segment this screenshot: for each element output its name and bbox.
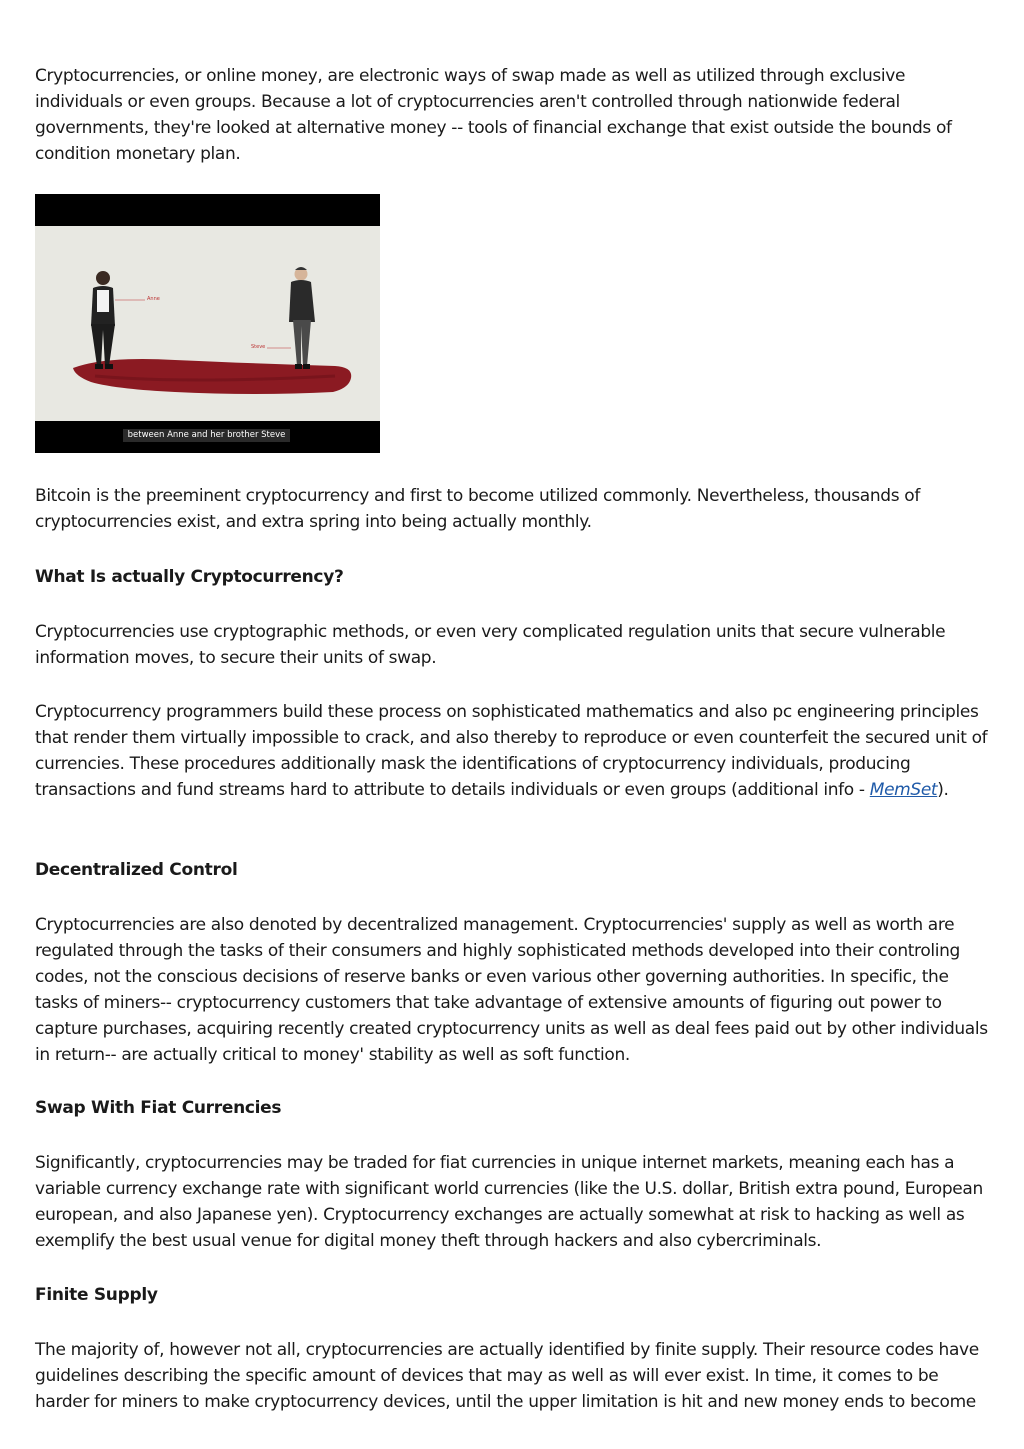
bitcoin-paragraph: Bitcoin is the preeminent cryptocurrency and first to become utilized commonly. Nevertheless, thousands of cryptocurrencies exist, and extra spring into being actually monthly.	[35, 486, 920, 532]
heading-decentralized-control: Decentralized Control	[35, 860, 238, 880]
what-paragraph-1: Cryptocurrencies use cryptographic methods, or even very complicated regulation units that secure vulnerable information moves, to secure their units of swap.	[35, 622, 946, 668]
memset-link[interactable]: MemSet	[869, 780, 938, 800]
video-illustration	[35, 226, 380, 421]
label-steve: Steve	[251, 344, 266, 350]
video-player[interactable]	[35, 194, 380, 453]
video-frame	[35, 226, 380, 440]
swap-paragraph: Significantly, cryptocurrencies may be traded for fiat currencies in unique internet markets, meaning each has a variable currency exchange rate with significant world currencies (like the U.S. dollar, British extra pound, European european, and also Japanese yen). Cryptocurrency exchanges are actually somewhat at risk to hacking as well as exemplify the best usual venue for digital money theft through hackers and also cybercriminals.	[35, 1153, 983, 1251]
decentral-paragraph: Cryptocurrencies are also denoted by decentralized management. Cryptocurrencies' supply as well as worth are regulated through the tasks of their consumers and highly sophisticated methods developed into their controling codes, not the conscious decisions of reserve banks or even various other governing authorities. In specific, the tasks of miners-- cryptocurrency customers that take advantage of extensive amounts of figuring out power to capture purchases, acquiring recently created cryptocurrency units as well as deal fees paid out by other individuals in return-- are actually critical to money' stability as well as soft function.	[35, 915, 988, 1065]
heading-swap-fiat: Swap With Fiat Currencies	[35, 1098, 282, 1118]
heading-what-is-crypto: What Is actually Cryptocurrency?	[35, 567, 344, 587]
label-anne: Anne	[147, 296, 160, 302]
what-paragraph-2-tail: ).	[937, 780, 949, 800]
what-paragraph-2-text: Cryptocurrency programmers build these process on sophisticated mathematics and also pc engineering principles that render them virtually impossible to crack, and also thereby to reproduce or even counterfeit the secured unit of currencies. These procedures additionally mask the identifications of cryptocurrency individuals, producing transactions and fund streams hard to attribute to details individuals or even groups (additional info -	[35, 702, 988, 800]
finite-paragraph: The majority of, however not all, cryptocurrencies are actually identified by finite supply. Their resource codes have guidelines describing the specific amount of devices that may as well as will ever exist. In time, it comes to be harder for miners to make cryptocurrency devices, until the upper limitation is hit and new money ends to become	[35, 1340, 979, 1412]
heading-finite-supply: Finite Supply	[35, 1285, 158, 1305]
what-paragraph-2	[35, 699, 995, 803]
intro-paragraph: Cryptocurrencies, or online money, are electronic ways of swap made as well as utilized through exclusive individuals or even groups. Because a lot of cryptocurrencies aren't controlled through nationwide federal governments, they're looked at alternative money -- tools of financial exchange that exist outside the bounds of condition monetary plan.	[35, 66, 952, 164]
video-caption: between Anne and her brother Steve	[123, 429, 290, 442]
